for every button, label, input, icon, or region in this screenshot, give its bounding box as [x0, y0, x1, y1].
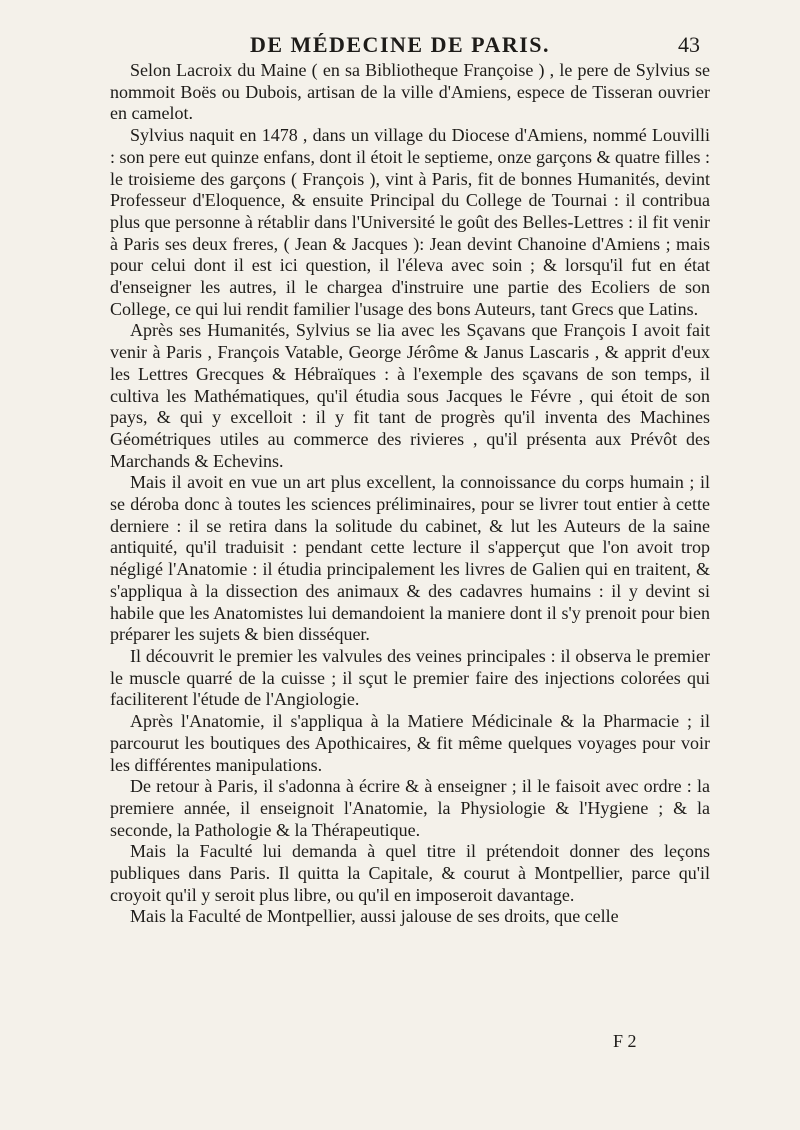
paragraph: Sylvius naquit en 1478 , dans un village du Diocese d'Amiens, nommé Louvilli : son pere eut quinze enfans, dont il étoit le septieme, onze garçons & quatre filles : le troisieme des garçons ( François ), vint à Paris, fit de bonnes Humanités, devint Professeur d'Eloquence, & ensuite Principal du College de Tournai : il contribua plus que personne à rétablir dans l'Université le goût des Belles-Lettres : il fit venir à Paris ses deux freres, ( Jean & Jacques ): Jean devint Chanoine d'Amiens ; mais pour celui dont il est ici question, il l'éleva avec soin ; & lorsqu'il fut en état d'enseigner les autres, il le chargea d'instruire une partie des Ecoliers de son College, ce qui lui rendit familier l'usage des bons Auteurs, tant Grecs que Latins.: [110, 125, 710, 319]
paragraph: Selon Lacroix du Maine ( en sa Bibliotheque Françoise ) , le pere de Sylvius se nommoit Boës ou Dubois, artisan de la ville d'Amiens, espece de Tisseran ouvrier en camelot.: [110, 60, 710, 124]
paragraph: Mais la Faculté de Montpellier, aussi jalouse de ses droits, que celle: [130, 906, 619, 927]
running-title: DE MÉDECINE DE PARIS.: [250, 32, 551, 57]
paragraph: Mais la Faculté lui demanda à quel titre il prétendoit donner des leçons publiques dans Paris. Il quitta la Capitale, & courut à Montpellier, parce qu'il croyoit qu'il y seroit plus libre, ou qu'il en imposeroit davantage.: [110, 841, 710, 905]
paragraph: Après l'Anatomie, il s'appliqua à la Matiere Médicinale & la Pharmacie ; il parcourut les boutiques des Apothicaires, & fit même quelques voyages pour voir les différentes manipulations.: [110, 711, 710, 775]
body-text: [110, 60, 710, 928]
paragraph: Après ses Humanités, Sylvius se lia avec les Sçavans que François I avoit fait venir à Paris , François Vatable, George Jérôme & Janus Lascaris , & apprit d'eux les Lettres Grecques & Hébraïques : à l'exemple des sçavans de son temps, il cultiva les Mathématiques, qu'il étudia sous Jacques le Févre , qui étoit de son pays, & qui y excelloit : il y fit tant de progrès qu'il inventa des Machines Géométriques utiles au commerce des rivieres , qu'il présenta aux Prévôt des Marchands & Echevins.: [110, 320, 710, 471]
paragraph: Il découvrit le premier les valvules des veines principales : il observa le premier le muscle quarré de la cuisse ; il sçut le premier faire des injections colorées qui faciliterent l'étude de l'Angiologie.: [110, 645, 710, 710]
paragraph: De retour à Paris, il s'adonna à écrire & à enseigner ; il le faisoit avec ordre : la premiere année, il enseignoit l'Anatomie, la Physiologie & l'Hygiene ; & la seconde, la Pathologie & la Thérapeutique.: [110, 776, 710, 840]
paragraph: Mais il avoit en vue un art plus excellent, la connoissance du corps humain ; il se déroba donc à toutes les sciences préliminaires, pour se livrer tout entier à cette derniere : il se retira dans la solitude du cabinet, & lut les Auteurs de la saine antiquité, qu'il traduisit : pendant cette lecture il s'apperçut que l'on avoit trop négligé l'Anatomie : il étudia principalement les livres de Galien qui en traitent, & s'appliqua à la dissection des animaux & des cadavres humains : il y devint si habile que les Anatomistes lui demandoient la maniere dont il s'y prenoit pour bien préparer les sujets & bien disséquer.: [110, 472, 710, 645]
page-number: 43: [678, 32, 700, 57]
signature-mark: F 2: [613, 1031, 637, 1051]
